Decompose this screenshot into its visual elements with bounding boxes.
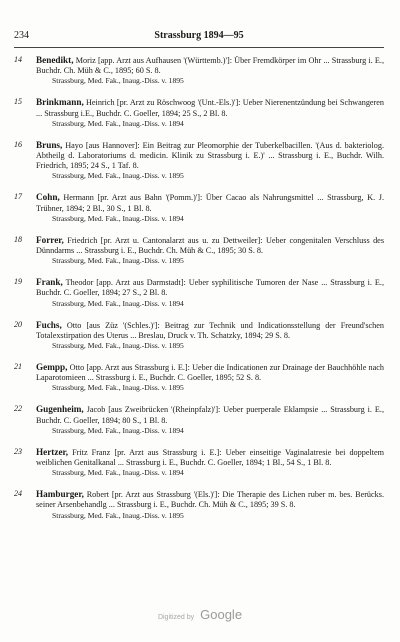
- author-name: Gugenheim,: [36, 404, 84, 415]
- entry-text: Friedrich [pr. Arzt u. Cantonalarzt aus u. zu Dettweiler]: Ueber congenitalen Verschluss des Dünndarms ... Strassburg i. E., Buchdr. Ch. Müh & C., 1895; 30 S. 8.: [36, 235, 385, 256]
- author-name: Gempp,: [36, 362, 68, 373]
- author-name: Benedikt,: [36, 55, 74, 65]
- bibliography-entry: [14, 97, 384, 128]
- entry-number: 23: [14, 446, 22, 456]
- entry-number: 17: [14, 192, 22, 202]
- entry-text: Jacob [aus Zweibrücken '(Rheinpfalz)']: Ueber puerperale Eklampsie ... Strassburg i. E., Buchdr. C. Goeller, 1894; 80 S., 1 Bl. 8.: [36, 405, 385, 425]
- bibliography-entry: [14, 320, 384, 351]
- digitized-by-footer: [0, 606, 400, 624]
- dissertation-note: Strassburg, Med. Fak., Inaug.-Diss. v. 1894: [52, 298, 184, 308]
- google-logo: Google: [200, 607, 243, 622]
- dissertation-note: Strassburg, Med. Fak., Inaug.-Diss. v. 1895: [52, 76, 184, 86]
- entry-text: Moriz [app. Arzt aus Aufhausen '(Württemb.)']: Über Fremdkörper im Ohr ... Strassburg i. E., Buchdr. Ch. Müh & C., 1895; 60 S. 8.: [36, 56, 384, 76]
- bibliography-entry: [14, 192, 384, 223]
- running-title: Strassburg 1894—95: [154, 30, 244, 41]
- author-name: Forrer,: [36, 234, 64, 245]
- author-name: Hamburger,: [36, 489, 84, 500]
- entry-text: Theodor [app. Arzt aus Darmstadt]: Ueber syphilitische Tumoren der Nase ... Strassburg i. E., Buchdr. C. Goeller, 1894; 27 S., 2 Bl. 8.: [36, 278, 384, 298]
- dissertation-note: Strassburg, Med. Fak., Inaug.-Diss. v. 1894: [52, 425, 184, 435]
- bibliography-entry: [14, 55, 384, 86]
- dissertation-note: Strassburg, Med. Fak., Inaug.-Diss. v. 1895: [52, 510, 184, 520]
- author-name: Bruns,: [36, 139, 63, 150]
- entry-number: 22: [14, 404, 22, 414]
- entry-list: [14, 55, 384, 532]
- entry-text: Heinrich [pr. Arzt zu Röschwoog '(Unt.-Els.)']: Ueber Nierenentzündung bei Schwangeren ... Strassburg i.E., Buchdr. C. Goeller, 1894; 25 S., 2 Bl. 8.: [36, 98, 385, 118]
- entry-text: Hermann [pr. Arzt aus Bahn '(Pomm.)']: Über Cacao als Nahrungsmittel ... Strassburg, K. J. Trübner, 1894; 2 Bl., 30 S., 1 Bl. 8.: [36, 193, 385, 213]
- header-rule: [14, 47, 384, 48]
- entry-number: 20: [14, 319, 22, 329]
- dissertation-note: Strassburg, Med. Fak., Inaug.-Diss. v. 1895: [52, 341, 184, 351]
- dissertation-note: Strassburg, Med. Fak., Inaug.-Diss. v. 1894: [52, 468, 184, 478]
- author-name: Brinkmann,: [36, 97, 84, 108]
- author-name: Fuchs,: [36, 319, 62, 330]
- entry-number: 14: [14, 55, 22, 64]
- bibliography-entry: [14, 447, 384, 478]
- entry-text: Otto [app. Arzt aus Strassburg i. E.]: Ueber die Indicationen zur Drainage der Bauchhöhle nach Laparotomieen ... Strassburg i. E., Buchdr. C. Goeller, 1895; 52 S. 8.: [36, 363, 384, 383]
- bibliography-entry: [14, 277, 384, 308]
- entry-number: 15: [14, 97, 22, 107]
- entry-number: 16: [14, 139, 22, 149]
- digitized-label: Digitized by: [157, 614, 195, 621]
- dissertation-note: Strassburg, Med. Fak., Inaug.-Diss. v. 1894: [52, 118, 184, 128]
- bibliography-entry: [14, 404, 384, 435]
- entry-number: 19: [14, 277, 22, 287]
- bibliography-entry: [14, 362, 384, 393]
- bibliography-entry: [14, 235, 384, 266]
- page-header: [14, 30, 384, 44]
- entry-text: Robert [pr. Arzt aus Strassburg '(Els.)']: Die Therapie des Lichen ruber m. bes. Berücks. seiner Arsenbehandlg ... Strassburg i. E., Buchdr. Ch. Müh & C., 1895; 39 S. 8.: [36, 490, 384, 510]
- author-name: Hertzer,: [36, 446, 69, 457]
- entry-number: 21: [14, 362, 22, 372]
- entry-number: 24: [14, 489, 22, 499]
- entry-text: Otto [aus Züz '(Schles.)']: Beitrag zur Technik und Indicationsstellung der Freund'schen Totalexstirpation des Uterus ... Breslau, Druck v. Th. Schatzky, 1894; 29 S. 8.: [36, 320, 385, 340]
- entry-number: 18: [14, 234, 22, 244]
- author-name: Frank,: [36, 277, 63, 288]
- bibliography-entry: [14, 489, 384, 520]
- entry-text: Fritz Franz [pr. Arzt aus Strassburg i. E.]: Ueber einseitige Vaginalatresie bei doppeltem weiblichen Genitalkanal ... Strassburg i. E., Buchdr. C. Goeller, 1894; 1 Bl., 54 S., 1 Bl. 8.: [36, 447, 385, 468]
- bibliography-entry: [14, 140, 384, 182]
- dissertation-note: Strassburg, Med. Fak., Inaug.-Diss. v. 1895: [52, 256, 184, 266]
- dissertation-note: Strassburg, Med. Fak., Inaug.-Diss. v. 1895: [52, 383, 184, 393]
- dissertation-note: Strassburg, Med. Fak., Inaug.-Diss. v. 1895: [52, 171, 184, 181]
- author-name: Cohn,: [36, 192, 60, 203]
- page-number: 234: [14, 30, 29, 41]
- dissertation-note: Strassburg, Med. Fak., Inaug.-Diss. v. 1894: [52, 213, 184, 223]
- entry-text: Hayo [aus Hannover]: Ein Beitrag zur Pleomorphie der Tuberkelbacillen. '(Aus d. bakteriolog. Abtheilg d. Laboratoriums d. medicin. Klinik zu Strassburg i. E.)' ... Strassburg i. E., Buchdr. Wilh. Friedrich, 1895; 24 S., 1 Taf. 8.: [36, 140, 384, 171]
